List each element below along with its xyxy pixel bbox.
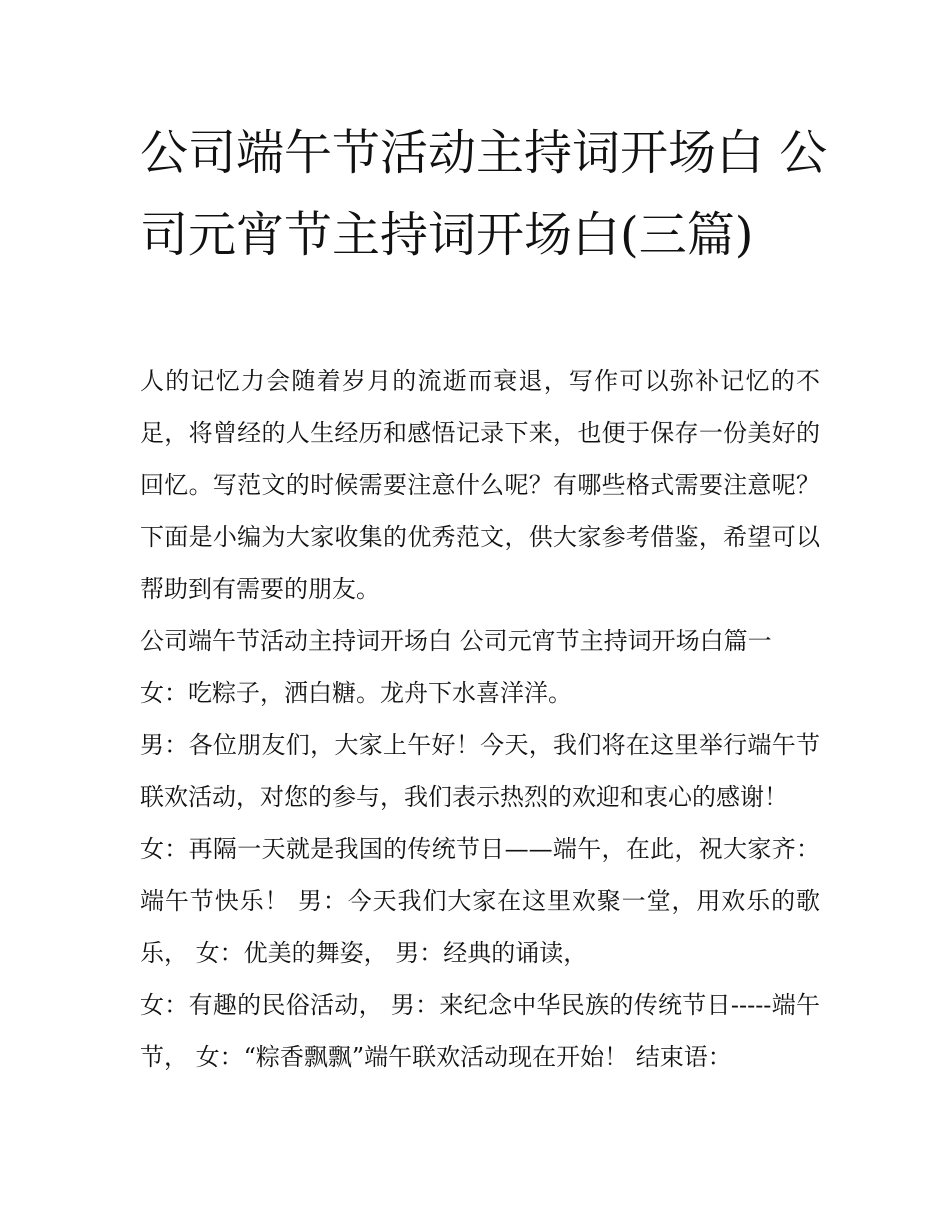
section-heading: 公司端午节活动主持词开场白 公司元宵节主持词开场白篇一 <box>140 627 772 655</box>
dialogue-line: 男：各位朋友们，大家上午好！今天，我们将在这里举行端午节联欢活动，对您的参与，我们表示热烈的欢迎和衷心的感谢！ <box>140 731 820 811</box>
dialogue-line: 女：有趣的民俗活动， 男：来纪念中华民族的传统节日-----端午节， 女：“粽香飘飘”端午联欢活动现在开始！ 结束语： <box>140 991 820 1071</box>
document-body <box>140 355 820 1083</box>
dialogue-line: 女：再隔一天就是我国的传统节日——端午，在此，祝大家齐：端午节快乐！ 男：今天我们大家在这里欢聚一堂，用欢乐的歌乐， 女：优美的舞姿， 男：经典的诵读， <box>140 835 820 967</box>
dialogue-line: 女：吃粽子，洒白糖。龙舟下水喜洋洋。 <box>140 679 572 707</box>
intro-paragraph: 人的记忆力会随着岁月的流逝而衰退，写作可以弥补记忆的不足，将曾经的人生经历和感悟记录下来，也便于保存一份美好的回忆。写范文的时候需要注意什么呢？有哪些格式需要注意呢？下面是小编为大家收集的优秀范文，供大家参考借鉴，希望可以帮助到有需要的朋友。 <box>140 367 820 603</box>
document-title: 公司端午节活动主持词开场白 公司元宵节主持词开场白(三篇) <box>140 125 828 263</box>
